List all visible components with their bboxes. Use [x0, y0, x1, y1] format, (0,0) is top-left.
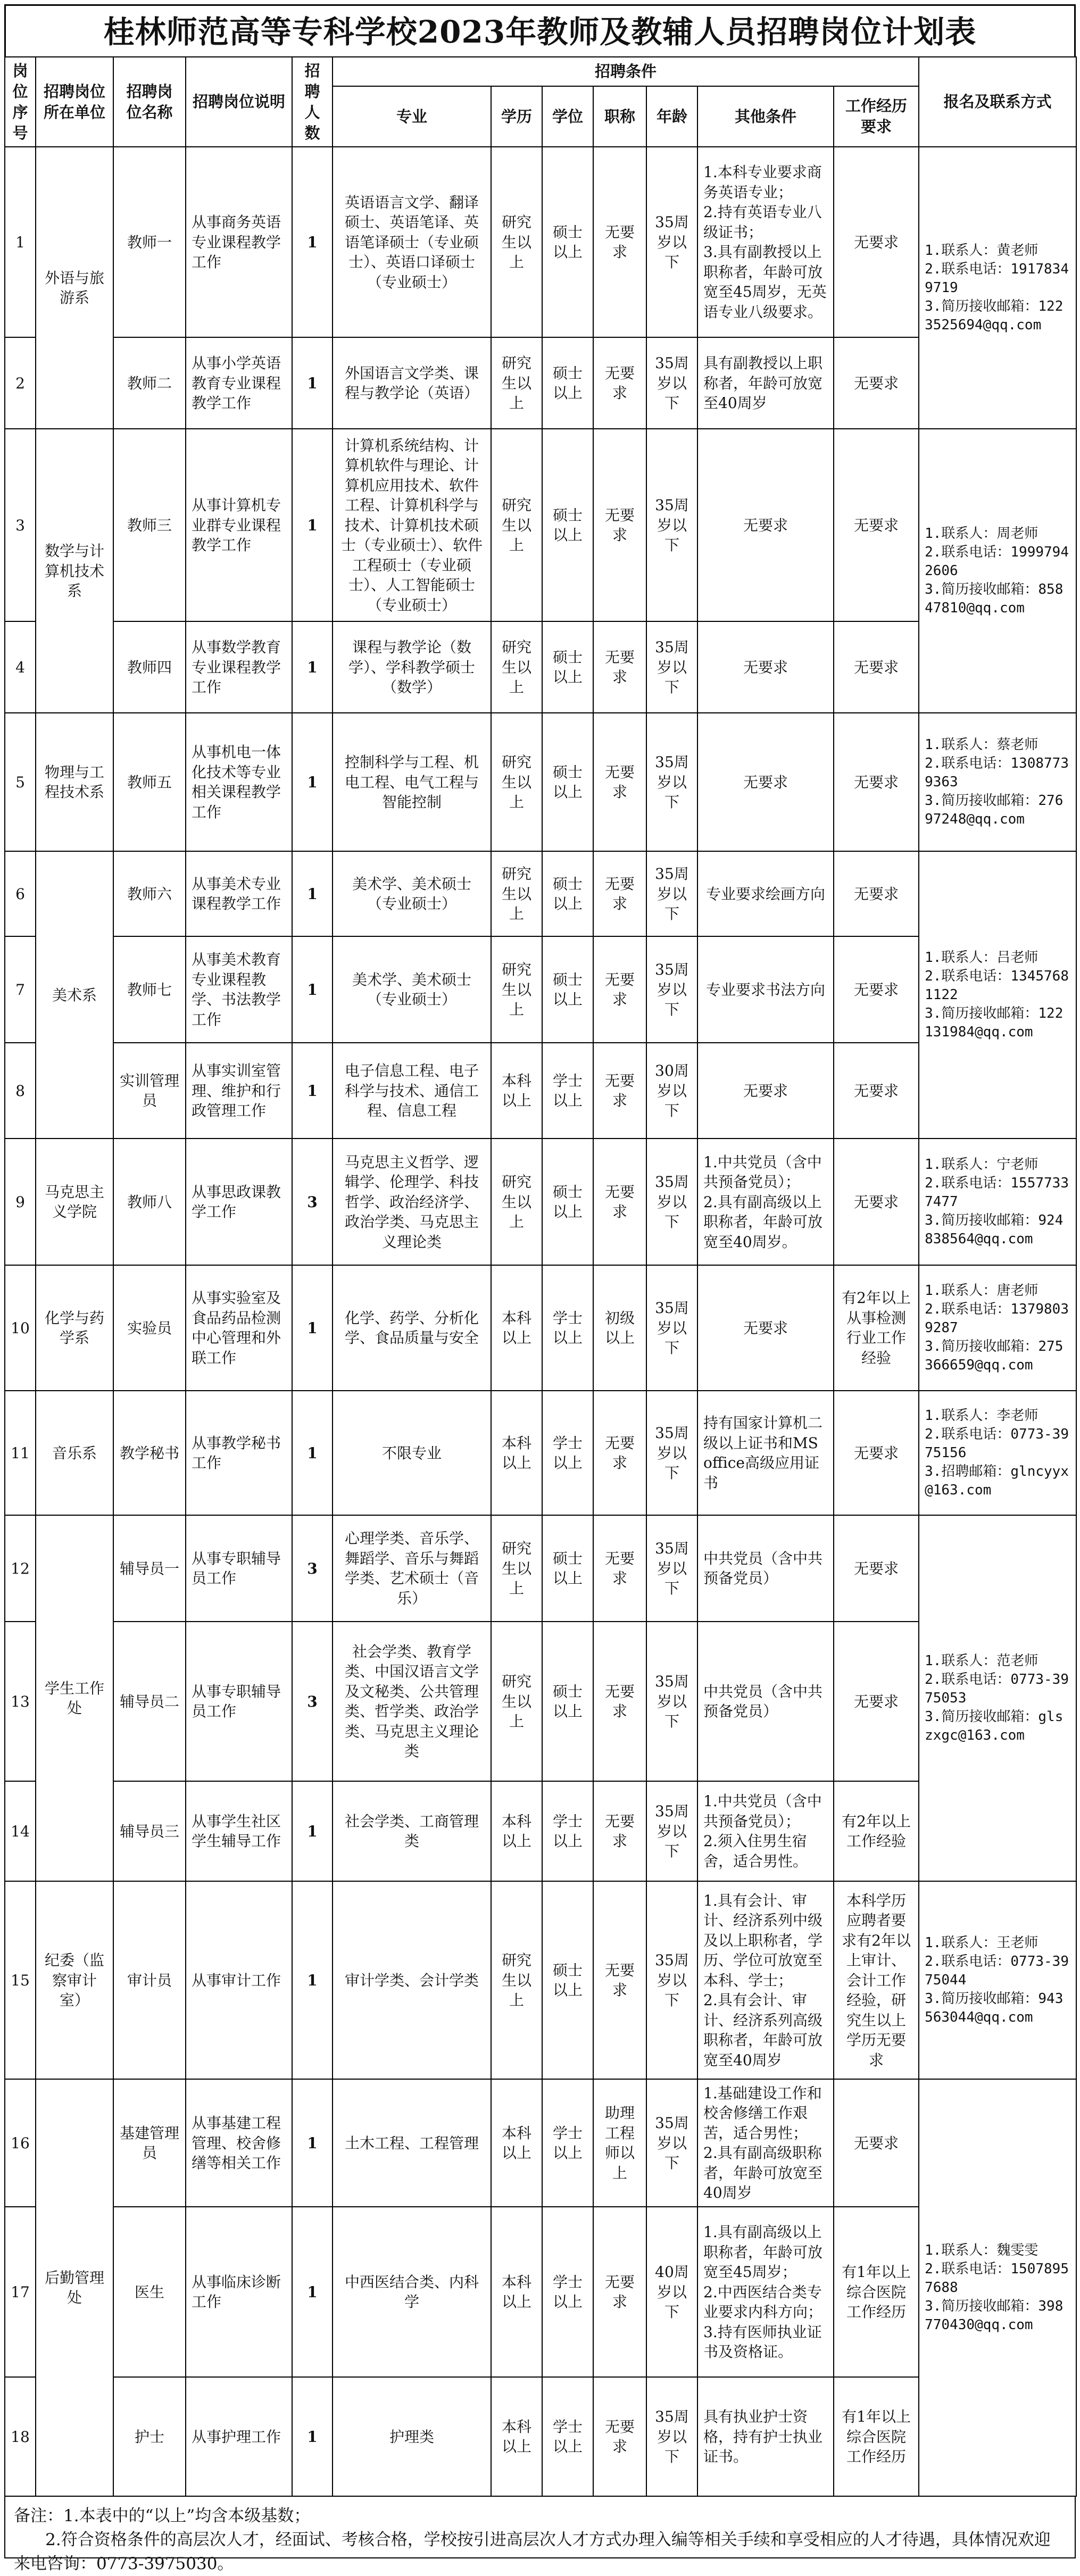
cell-seq: 1 — [5, 147, 36, 337]
cell-education: 研究生以上 — [491, 429, 542, 621]
table-row — [5, 1881, 1076, 2079]
cell-major: 化学、药学、分析化学、食品质量与安全 — [333, 1265, 491, 1391]
cell-major: 电子信息工程、电子科学与技术、通信工程、信息工程 — [333, 1043, 491, 1139]
cell-seq: 10 — [5, 1265, 36, 1391]
cell-degree: 硕士以上 — [542, 851, 593, 936]
header-seq: 岗位序号 — [5, 57, 36, 147]
cell-major: 马克思主义哲学、逻辑学、伦理学、科技哲学、政治经济学、政治学类、马克思主义理论类 — [333, 1139, 491, 1265]
cell-other: 无要求 — [697, 429, 834, 621]
cell-desc: 从事实训室管理、维护和行政管理工作 — [186, 1043, 292, 1139]
cell-count: 1 — [292, 621, 333, 713]
header-desc: 招聘岗位说明 — [186, 57, 292, 147]
table-row — [5, 851, 1076, 936]
cell-post: 医生 — [113, 2207, 186, 2377]
cell-title: 无要求 — [593, 1043, 646, 1139]
cell-count: 3 — [292, 1139, 333, 1265]
cell-degree: 硕士以上 — [542, 1139, 593, 1265]
header-age: 年龄 — [646, 86, 697, 147]
cell-education: 研究生以上 — [491, 936, 542, 1043]
cell-unit: 美术系 — [36, 851, 113, 1139]
cell-degree: 硕士以上 — [542, 429, 593, 621]
cell-seq: 16 — [5, 2079, 36, 2207]
cell-other: 1.中共党员（含中共预备党员）； 2.具有副高级以上职称者，年龄可放宽至40周岁。 — [697, 1139, 834, 1265]
header-count: 招聘人数 — [292, 57, 333, 147]
cell-seq: 2 — [5, 337, 36, 429]
table-row — [5, 1622, 1076, 1781]
cell-unit: 数学与计算机技术系 — [36, 429, 113, 713]
cell-education: 本科以上 — [491, 2207, 542, 2377]
cell-post: 教师八 — [113, 1139, 186, 1265]
table-row — [5, 1043, 1076, 1139]
header-unit: 招聘岗位所在单位 — [36, 57, 113, 147]
cell-other: 具有副教授以上职称者，年龄可放宽至40周岁 — [697, 337, 834, 429]
cell-age: 40周岁以下 — [646, 2207, 697, 2377]
cell-seq: 8 — [5, 1043, 36, 1139]
cell-education: 研究生以上 — [491, 621, 542, 713]
cell-unit: 纪委（监察审计室） — [36, 1881, 113, 2079]
cell-contact: 1.联系人：唐老师 2.联系电话：13798039287 3.简历接收邮箱：275366659@qq.com — [919, 1265, 1076, 1391]
cell-post: 辅导员三 — [113, 1781, 186, 1881]
cell-unit: 外语与旅游系 — [36, 147, 113, 429]
cell-experience: 有1年以上综合医院工作经历 — [834, 2207, 919, 2377]
cell-experience: 无要求 — [834, 429, 919, 621]
cell-degree: 硕士以上 — [542, 337, 593, 429]
cell-age: 35周岁以下 — [646, 1391, 697, 1515]
cell-contact: 1.联系人：周老师 2.联系电话：19997942606 3.简历接收邮箱：85847810@qq.com — [919, 429, 1076, 713]
cell-post: 教师四 — [113, 621, 186, 713]
cell-seq: 11 — [5, 1391, 36, 1515]
cell-major: 心理学类、音乐学、舞蹈学、音乐与舞蹈学类、艺术硕士（音乐） — [333, 1515, 491, 1622]
table-row — [5, 1265, 1076, 1391]
cell-age: 35周岁以下 — [646, 147, 697, 337]
cell-other: 中共党员（含中共预备党员） — [697, 1515, 834, 1622]
cell-experience: 无要求 — [834, 1391, 919, 1515]
cell-desc: 从事美术教育专业课程教学、书法教学工作 — [186, 936, 292, 1043]
table-row — [5, 621, 1076, 713]
cell-other: 持有国家计算机二级以上证书和MS office高级应用证书 — [697, 1391, 834, 1515]
cell-contact: 1.联系人：范老师 2.联系电话：0773-3975053 3.简历接收邮箱：glszxgc@163.com — [919, 1515, 1076, 1881]
cell-degree: 硕士以上 — [542, 936, 593, 1043]
cell-post: 教学秘书 — [113, 1391, 186, 1515]
cell-seq: 12 — [5, 1515, 36, 1622]
cell-unit: 马克思主义学院 — [36, 1139, 113, 1265]
table-row — [5, 2207, 1076, 2377]
header-contact: 报名及联系方式 — [919, 57, 1076, 147]
header-education: 学历 — [491, 86, 542, 147]
cell-post: 教师三 — [113, 429, 186, 621]
cell-post: 教师一 — [113, 147, 186, 337]
cell-title: 无要求 — [593, 1515, 646, 1622]
cell-experience: 无要求 — [834, 2079, 919, 2207]
cell-count: 1 — [292, 1781, 333, 1881]
footnote-line-2: 2.符合资格条件的高层次人才，经面试、考核合格，学校按引进高层次人才方式办理入编等相关手续和享受相应的人才待遇，具体情况欢迎来电咨询：0773-3975030。 — [14, 2530, 1051, 2574]
cell-other: 中共党员（含中共预备党员） — [697, 1622, 834, 1781]
cell-education: 本科以上 — [491, 1391, 542, 1515]
cell-age: 35周岁以下 — [646, 1881, 697, 2079]
cell-other: 无要求 — [697, 1265, 834, 1391]
cell-education: 研究生以上 — [491, 1515, 542, 1622]
cell-seq: 6 — [5, 851, 36, 936]
cell-experience: 无要求 — [834, 936, 919, 1043]
cell-title: 无要求 — [593, 147, 646, 337]
cell-experience: 本科学历应聘者要求有2年以上审计、会计工作经验，研究生以上学历无要求 — [834, 1881, 919, 2079]
cell-desc: 从事临床诊断工作 — [186, 2207, 292, 2377]
cell-post: 教师七 — [113, 936, 186, 1043]
cell-degree: 学士以上 — [542, 2377, 593, 2496]
cell-age: 35周岁以下 — [646, 1781, 697, 1881]
cell-experience: 无要求 — [834, 1515, 919, 1622]
cell-count: 1 — [292, 147, 333, 337]
header-title: 职称 — [593, 86, 646, 147]
cell-title: 无要求 — [593, 1881, 646, 2079]
cell-education: 研究生以上 — [491, 1881, 542, 2079]
cell-education: 本科以上 — [491, 1043, 542, 1139]
table-row — [5, 429, 1076, 621]
cell-desc: 从事商务英语专业课程教学工作 — [186, 147, 292, 337]
cell-contact: 1.联系人：李老师 2.联系电话：0773-3975156 3.招聘邮箱：glncyyx@163.com — [919, 1391, 1076, 1515]
table-row — [5, 1781, 1076, 1881]
cell-title: 无要求 — [593, 429, 646, 621]
cell-desc: 从事美术专业课程教学工作 — [186, 851, 292, 936]
cell-degree: 学士以上 — [542, 2207, 593, 2377]
cell-major: 中西医结合类、内科学 — [333, 2207, 491, 2377]
cell-contact: 1.联系人：黄老师 2.联系电话：19178349719 3.简历接收邮箱：1223525694@qq.com — [919, 147, 1076, 429]
cell-count: 3 — [292, 1622, 333, 1781]
cell-experience: 无要求 — [834, 713, 919, 851]
cell-count: 1 — [292, 1043, 333, 1139]
cell-unit: 学生工作处 — [36, 1515, 113, 1881]
cell-experience: 无要求 — [834, 1622, 919, 1781]
cell-other: 无要求 — [697, 1043, 834, 1139]
cell-education: 本科以上 — [491, 2079, 542, 2207]
cell-age: 35周岁以下 — [646, 1622, 697, 1781]
cell-title: 无要求 — [593, 1622, 646, 1781]
cell-desc: 从事实验室及食品药品检测中心管理和外联工作 — [186, 1265, 292, 1391]
cell-degree: 硕士以上 — [542, 147, 593, 337]
cell-experience: 无要求 — [834, 337, 919, 429]
table-row — [5, 1391, 1076, 1515]
header-other: 其他条件 — [697, 86, 834, 147]
cell-count: 1 — [292, 1265, 333, 1391]
header-post: 招聘岗位名称 — [113, 57, 186, 147]
cell-seq: 7 — [5, 936, 36, 1043]
cell-age: 35周岁以下 — [646, 429, 697, 621]
cell-major: 社会学类、工商管理类 — [333, 1781, 491, 1881]
cell-education: 研究生以上 — [491, 713, 542, 851]
cell-count: 1 — [292, 936, 333, 1043]
cell-experience: 无要求 — [834, 1043, 919, 1139]
cell-other: 专业要求书法方向 — [697, 936, 834, 1043]
cell-major: 外国语言文学类、课程与教学论（英语） — [333, 337, 491, 429]
cell-major: 不限专业 — [333, 1391, 491, 1515]
cell-degree: 学士以上 — [542, 1391, 593, 1515]
cell-seq: 3 — [5, 429, 36, 621]
cell-seq: 17 — [5, 2207, 36, 2377]
cell-experience: 有2年以上从事检测行业工作经验 — [834, 1265, 919, 1391]
cell-age: 35周岁以下 — [646, 621, 697, 713]
cell-title: 无要求 — [593, 2377, 646, 2496]
table-row — [5, 2079, 1076, 2207]
cell-experience: 有1年以上综合医院工作经历 — [834, 2377, 919, 2496]
cell-education: 研究生以上 — [491, 147, 542, 337]
cell-count: 1 — [292, 2079, 333, 2207]
cell-count: 1 — [292, 2377, 333, 2496]
cell-contact: 1.联系人：宁老师 2.联系电话：15577337477 3.简历接收邮箱：924838564@qq.com — [919, 1139, 1076, 1265]
cell-title: 无要求 — [593, 1139, 646, 1265]
table-row — [5, 337, 1076, 429]
cell-education: 研究生以上 — [491, 851, 542, 936]
table-row — [5, 1139, 1076, 1265]
page-title: 桂林师范高等专科学校2023年教师及教辅人员招聘岗位计划表 — [4, 4, 1076, 56]
header-degree: 学位 — [542, 86, 593, 147]
cell-title: 无要求 — [593, 621, 646, 713]
cell-education: 本科以上 — [491, 1781, 542, 1881]
cell-degree: 硕士以上 — [542, 1622, 593, 1781]
footnote-line-1: 备注：1.本表中的“以上”均含本级基数； — [14, 2506, 311, 2526]
table-row — [5, 2377, 1076, 2496]
cell-other: 1.基础建设工作和校舍修缮工作艰苦，适合男性； 2.具有副高级职称者，年龄可放宽至40周岁 — [697, 2079, 834, 2207]
cell-title: 无要求 — [593, 1781, 646, 1881]
table-row — [5, 147, 1076, 337]
cell-unit: 后勤管理处 — [36, 2079, 113, 2496]
cell-degree: 学士以上 — [542, 1265, 593, 1391]
cell-experience: 无要求 — [834, 147, 919, 337]
recruitment-table — [4, 56, 1077, 2497]
cell-post: 辅导员二 — [113, 1622, 186, 1781]
cell-other: 1.中共党员（含中共预备党员）； 2.须入住男生宿舍，适合男性。 — [697, 1781, 834, 1881]
cell-seq: 14 — [5, 1781, 36, 1881]
cell-degree: 学士以上 — [542, 1043, 593, 1139]
cell-major: 护理类 — [333, 2377, 491, 2496]
recruitment-sheet — [4, 4, 1076, 2574]
cell-major: 审计学类、会计学类 — [333, 1881, 491, 2079]
cell-title: 无要求 — [593, 936, 646, 1043]
cell-desc: 从事计算机专业群专业课程教学工作 — [186, 429, 292, 621]
cell-desc: 从事教学秘书工作 — [186, 1391, 292, 1515]
cell-contact: 1.联系人：蔡老师 2.联系电话：13087739363 3.简历接收邮箱：27697248@qq.com — [919, 713, 1076, 851]
cell-major: 美术学、美术硕士（专业硕士） — [333, 851, 491, 936]
cell-other: 无要求 — [697, 621, 834, 713]
cell-post: 教师六 — [113, 851, 186, 936]
cell-contact: 1.联系人：吕老师 2.联系电话：13457681122 3.简历接收邮箱：122131984@qq.com — [919, 851, 1076, 1139]
cell-post: 实训管理员 — [113, 1043, 186, 1139]
cell-experience: 无要求 — [834, 851, 919, 936]
cell-degree: 学士以上 — [542, 2079, 593, 2207]
cell-count: 1 — [292, 429, 333, 621]
cell-major: 计算机系统结构、计算机软件与理论、计算机应用技术、软件工程、计算机科学与技术、计算机技术硕士（专业硕士）、软件工程硕士（专业硕士）、人工智能硕士（专业硕士） — [333, 429, 491, 621]
cell-degree: 硕士以上 — [542, 621, 593, 713]
cell-unit: 化学与药学系 — [36, 1265, 113, 1391]
cell-title: 无要求 — [593, 2207, 646, 2377]
cell-count: 1 — [292, 2207, 333, 2377]
cell-degree: 硕士以上 — [542, 1515, 593, 1622]
cell-other: 无要求 — [697, 713, 834, 851]
cell-major: 美术学、美术硕士（专业硕士） — [333, 936, 491, 1043]
cell-other: 1.具有副高级以上职称者，年龄可放宽至45周岁； 2.中西医结合类专业要求内科方向； 3.持有医师执业证书及资格证。 — [697, 2207, 834, 2377]
cell-count: 1 — [292, 337, 333, 429]
cell-other: 1.具有会计、审计、经济系列中级及以上职称者，学历、学位可放宽至本科、学士； 2.具有会计、审计、经济系列高级职称者，年龄可放宽至40周岁 — [697, 1881, 834, 2079]
cell-age: 35周岁以下 — [646, 713, 697, 851]
cell-experience: 无要求 — [834, 621, 919, 713]
cell-desc: 从事数学教育专业课程教学工作 — [186, 621, 292, 713]
cell-major: 社会学类、教育学类、中国汉语言文学及文秘类、公共管理类、哲学类、政治学类、马克思主义理论类 — [333, 1622, 491, 1781]
cell-age: 35周岁以下 — [646, 2079, 697, 2207]
cell-title: 初级以上 — [593, 1265, 646, 1391]
cell-seq: 4 — [5, 621, 36, 713]
cell-age: 35周岁以下 — [646, 337, 697, 429]
cell-post: 教师五 — [113, 713, 186, 851]
cell-degree: 学士以上 — [542, 1781, 593, 1881]
cell-other: 专业要求绘画方向 — [697, 851, 834, 936]
cell-education: 本科以上 — [491, 2377, 542, 2496]
cell-experience: 无要求 — [834, 1139, 919, 1265]
cell-post: 护士 — [113, 2377, 186, 2496]
cell-desc: 从事机电一体化技术等专业相关课程教学工作 — [186, 713, 292, 851]
cell-major: 英语语言文学、翻译硕士、英语笔译、英语笔译硕士（专业硕士）、英语口译硕士（专业硕士） — [333, 147, 491, 337]
header-major: 专业 — [333, 86, 491, 147]
cell-count: 1 — [292, 851, 333, 936]
cell-major: 土木工程、工程管理 — [333, 2079, 491, 2207]
cell-contact: 1.联系人：魏雯雯 2.联系电话：15078957688 3.简历接收邮箱：398770430@qq.com — [919, 2079, 1076, 2496]
cell-desc: 从事学生社区学生辅导工作 — [186, 1781, 292, 1881]
cell-title: 无要求 — [593, 1391, 646, 1515]
cell-other: 具有执业护士资格，持有护士执业证书。 — [697, 2377, 834, 2496]
cell-seq: 18 — [5, 2377, 36, 2496]
cell-education: 研究生以上 — [491, 1139, 542, 1265]
cell-education: 研究生以上 — [491, 1622, 542, 1781]
cell-age: 35周岁以下 — [646, 1265, 697, 1391]
cell-experience: 有2年以上工作经验 — [834, 1781, 919, 1881]
cell-title: 无要求 — [593, 851, 646, 936]
cell-title: 无要求 — [593, 337, 646, 429]
cell-degree: 硕士以上 — [542, 713, 593, 851]
cell-age: 35周岁以下 — [646, 1139, 697, 1265]
footnotes — [4, 2497, 1076, 2574]
cell-desc: 从事专职辅导员工作 — [186, 1622, 292, 1781]
cell-contact: 1.联系人：王老师 2.联系电话：0773-3975044 3.简历接收邮箱：943563044@qq.com — [919, 1881, 1076, 2079]
header-experience: 工作经历要求 — [834, 86, 919, 147]
table-row — [5, 713, 1076, 851]
cell-age: 35周岁以下 — [646, 936, 697, 1043]
table-row — [5, 936, 1076, 1043]
cell-count: 1 — [292, 1391, 333, 1515]
cell-major: 课程与教学论（数学）、学科教学硕士（数学） — [333, 621, 491, 713]
cell-count: 1 — [292, 1881, 333, 2079]
table-row — [5, 1515, 1076, 1622]
cell-count: 3 — [292, 1515, 333, 1622]
cell-seq: 5 — [5, 713, 36, 851]
cell-seq: 15 — [5, 1881, 36, 2079]
cell-education: 研究生以上 — [491, 337, 542, 429]
cell-desc: 从事审计工作 — [186, 1881, 292, 2079]
cell-seq: 13 — [5, 1622, 36, 1781]
cell-degree: 硕士以上 — [542, 1881, 593, 2079]
cell-post: 教师二 — [113, 337, 186, 429]
cell-count: 1 — [292, 713, 333, 851]
cell-desc: 从事专职辅导员工作 — [186, 1515, 292, 1622]
cell-age: 35周岁以下 — [646, 2377, 697, 2496]
cell-unit: 音乐系 — [36, 1391, 113, 1515]
cell-post: 审计员 — [113, 1881, 186, 2079]
cell-age: 35周岁以下 — [646, 1515, 697, 1622]
cell-desc: 从事基建工程管理、校舍修缮等相关工作 — [186, 2079, 292, 2207]
cell-desc: 从事思政课教学工作 — [186, 1139, 292, 1265]
cell-post: 辅导员一 — [113, 1515, 186, 1622]
cell-age: 35周岁以下 — [646, 851, 697, 936]
cell-seq: 9 — [5, 1139, 36, 1265]
header-conditions: 招聘条件 — [333, 57, 919, 86]
cell-post: 实验员 — [113, 1265, 186, 1391]
cell-title: 无要求 — [593, 713, 646, 851]
cell-desc: 从事小学英语教育专业课程教学工作 — [186, 337, 292, 429]
cell-unit: 物理与工程技术系 — [36, 713, 113, 851]
cell-education: 本科以上 — [491, 1265, 542, 1391]
cell-desc: 从事护理工作 — [186, 2377, 292, 2496]
cell-title: 助理工程师以上 — [593, 2079, 646, 2207]
cell-post: 基建管理员 — [113, 2079, 186, 2207]
cell-other: 1.本科专业要求商务英语专业； 2.持有英语专业八级证书； 3.具有副教授以上职称者，年龄可放宽至45周岁，无英语专业八级要求。 — [697, 147, 834, 337]
cell-major: 控制科学与工程、机电工程、电气工程与智能控制 — [333, 713, 491, 851]
cell-age: 30周岁以下 — [646, 1043, 697, 1139]
